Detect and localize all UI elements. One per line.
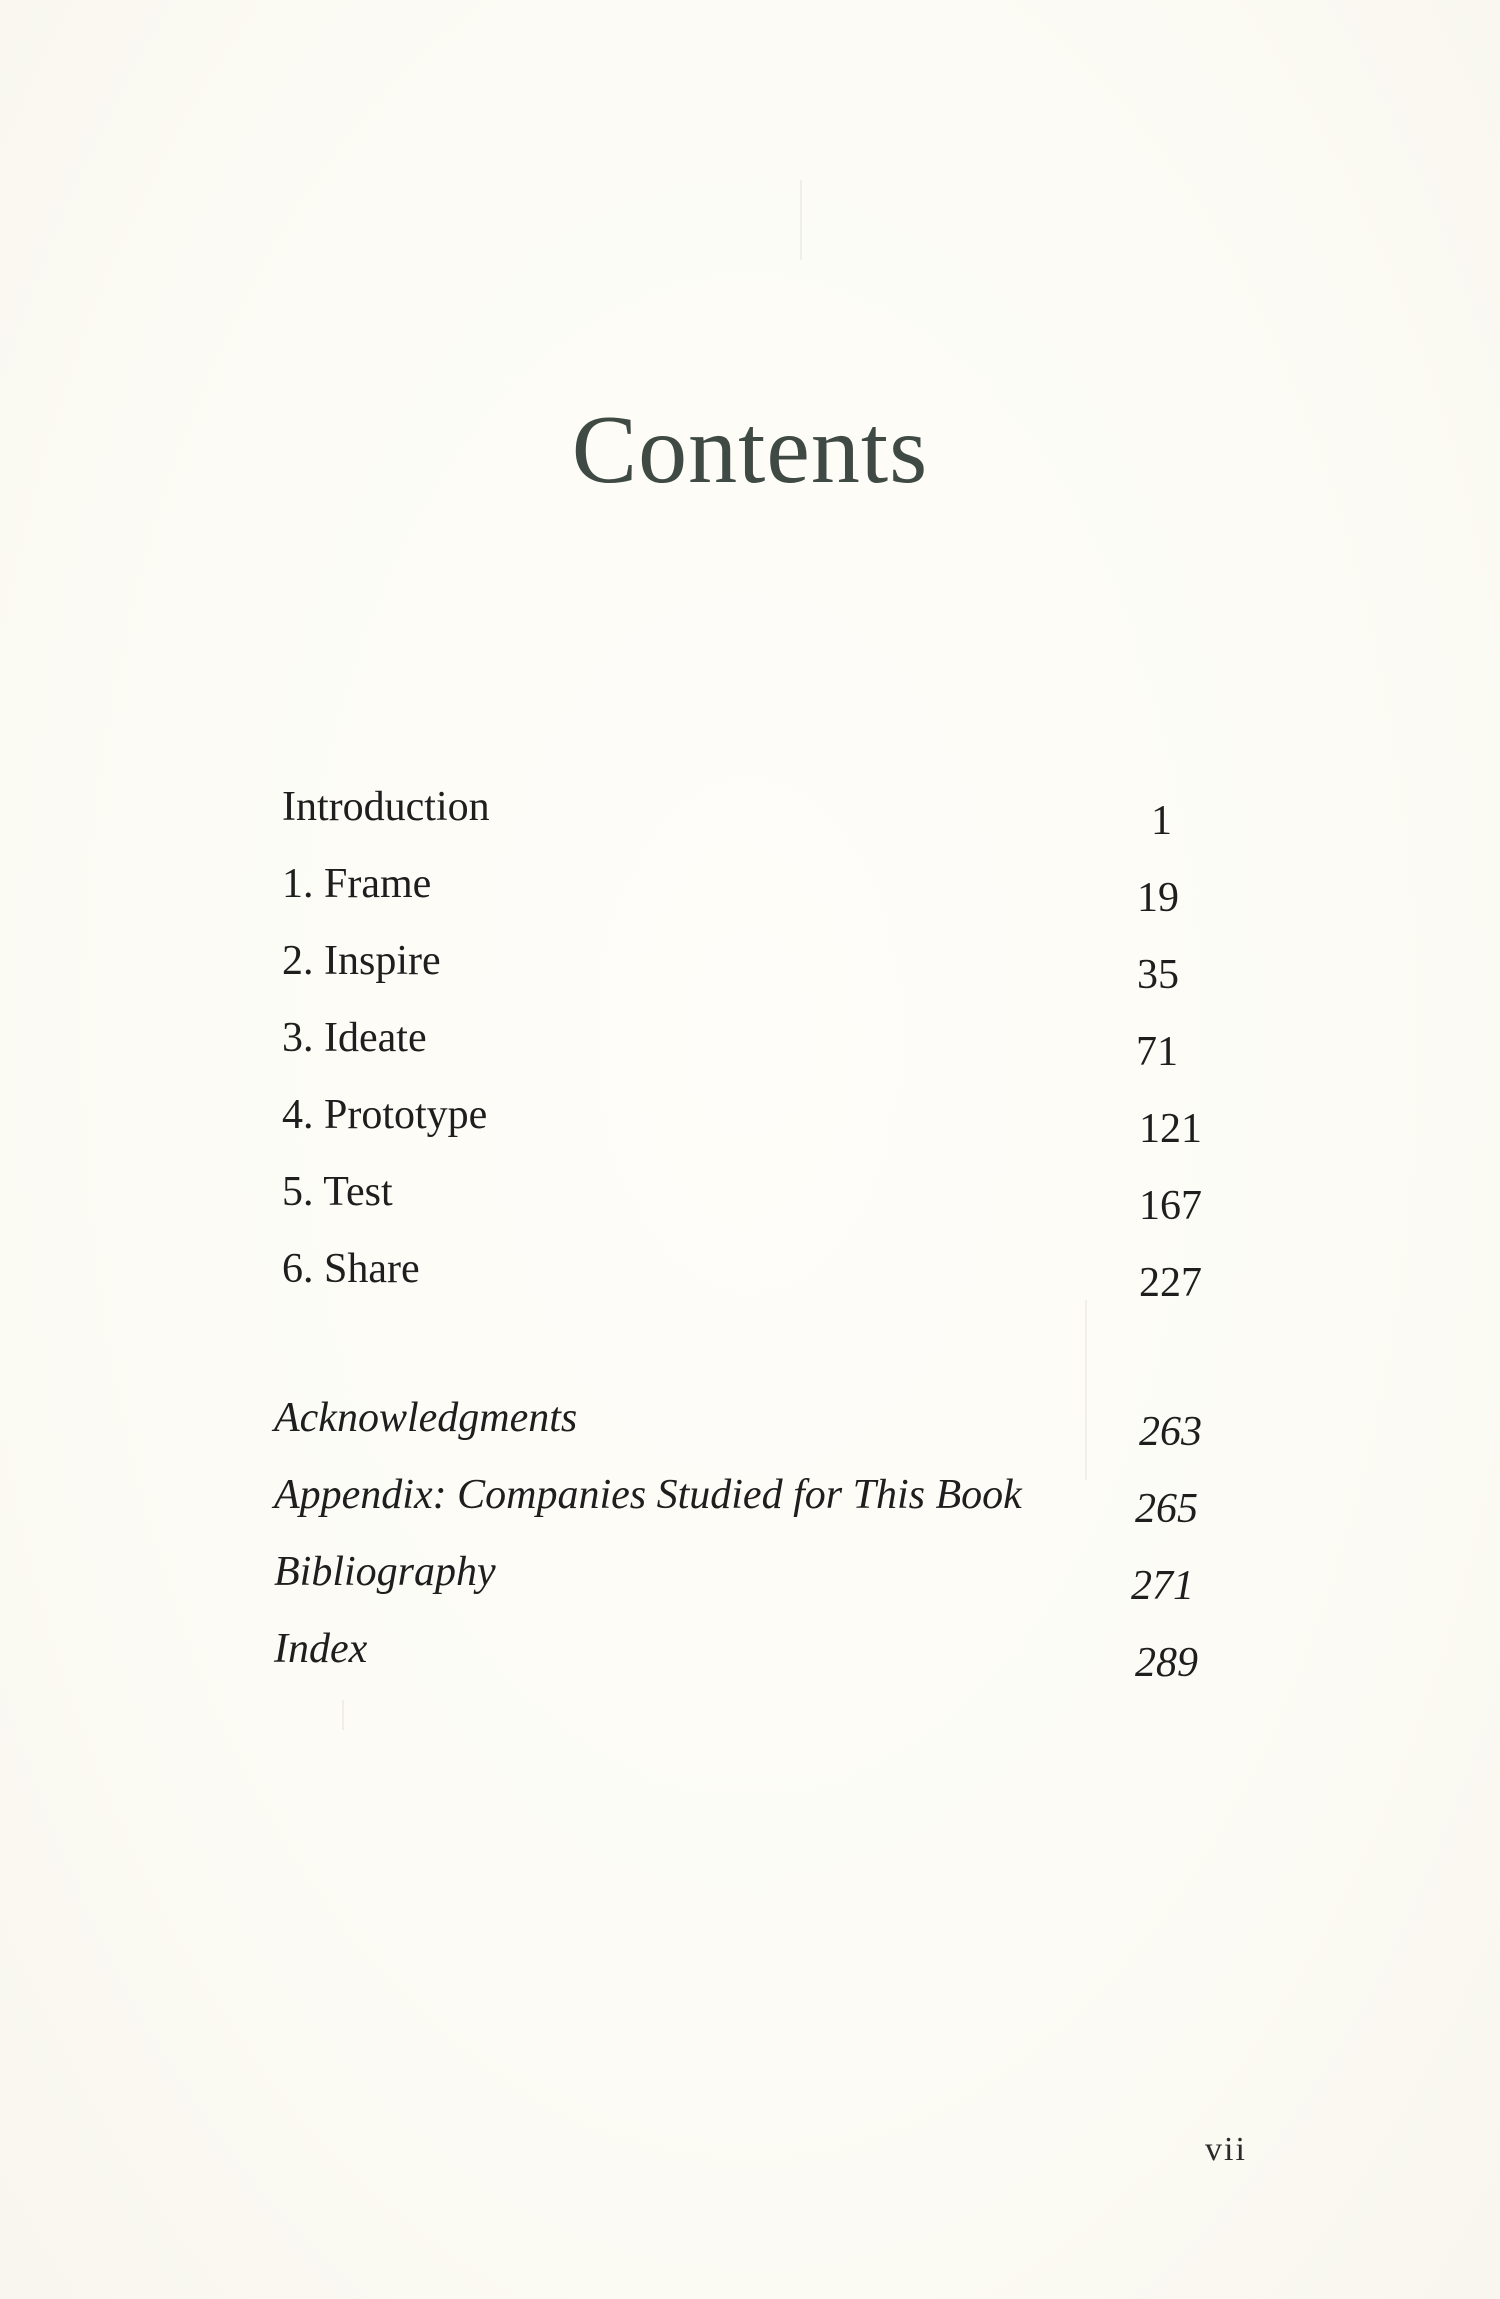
toc-entry-page-number: 227 xyxy=(1139,1260,1202,1306)
toc-entry-label: Introduction xyxy=(282,784,490,830)
toc-entry-label: 6. Share xyxy=(282,1246,420,1292)
toc-entry-acknowledgments[interactable] xyxy=(272,1389,1202,1466)
toc-entry-label: 4. Prototype xyxy=(282,1092,488,1138)
toc-entry-test[interactable] xyxy=(272,1163,1202,1240)
toc-entry-page-number: 19 xyxy=(1137,875,1179,921)
table-of-contents xyxy=(272,778,1202,1697)
toc-entry-index[interactable] xyxy=(272,1620,1202,1697)
page-title: Contents xyxy=(571,396,929,504)
toc-entry-page-number: 289 xyxy=(1135,1640,1198,1686)
toc-entry-introduction[interactable] xyxy=(272,778,1202,855)
toc-entry-page-number: 263 xyxy=(1139,1409,1202,1455)
toc-entry-share[interactable] xyxy=(272,1240,1202,1317)
toc-entry-label: 3. Ideate xyxy=(282,1015,427,1061)
toc-entry-label: 2. Inspire xyxy=(282,938,441,984)
toc-entry-inspire[interactable] xyxy=(272,932,1202,1009)
section-spacer xyxy=(272,1317,1202,1389)
toc-entry-page-number: 1 xyxy=(1151,798,1172,844)
toc-entry-appendix[interactable] xyxy=(272,1466,1202,1543)
toc-entry-page-number: 167 xyxy=(1139,1183,1202,1229)
toc-entry-page-number: 71 xyxy=(1136,1029,1178,1075)
toc-entry-page-number: 121 xyxy=(1139,1106,1202,1152)
toc-entry-frame[interactable] xyxy=(272,855,1202,932)
toc-entry-label: 5. Test xyxy=(282,1169,393,1215)
toc-entry-page-number: 35 xyxy=(1137,952,1179,998)
toc-entry-label: Acknowledgments xyxy=(274,1395,578,1441)
toc-entry-ideate[interactable] xyxy=(272,1009,1202,1086)
paper-mark xyxy=(342,1700,344,1730)
toc-entry-bibliography[interactable] xyxy=(272,1543,1202,1620)
toc-entry-page-number: 265 xyxy=(1135,1486,1198,1532)
page-folio: vii xyxy=(1205,2131,1247,2168)
toc-entry-prototype[interactable] xyxy=(272,1086,1202,1163)
toc-entry-label: Bibliography xyxy=(274,1549,496,1595)
toc-entry-label: Appendix: Companies Studied for This Book xyxy=(274,1472,1022,1518)
toc-entry-label: 1. Frame xyxy=(282,861,432,907)
toc-entry-page-number: 271 xyxy=(1131,1563,1194,1609)
toc-entry-label: Index xyxy=(274,1626,368,1672)
paper-mark xyxy=(800,180,802,260)
